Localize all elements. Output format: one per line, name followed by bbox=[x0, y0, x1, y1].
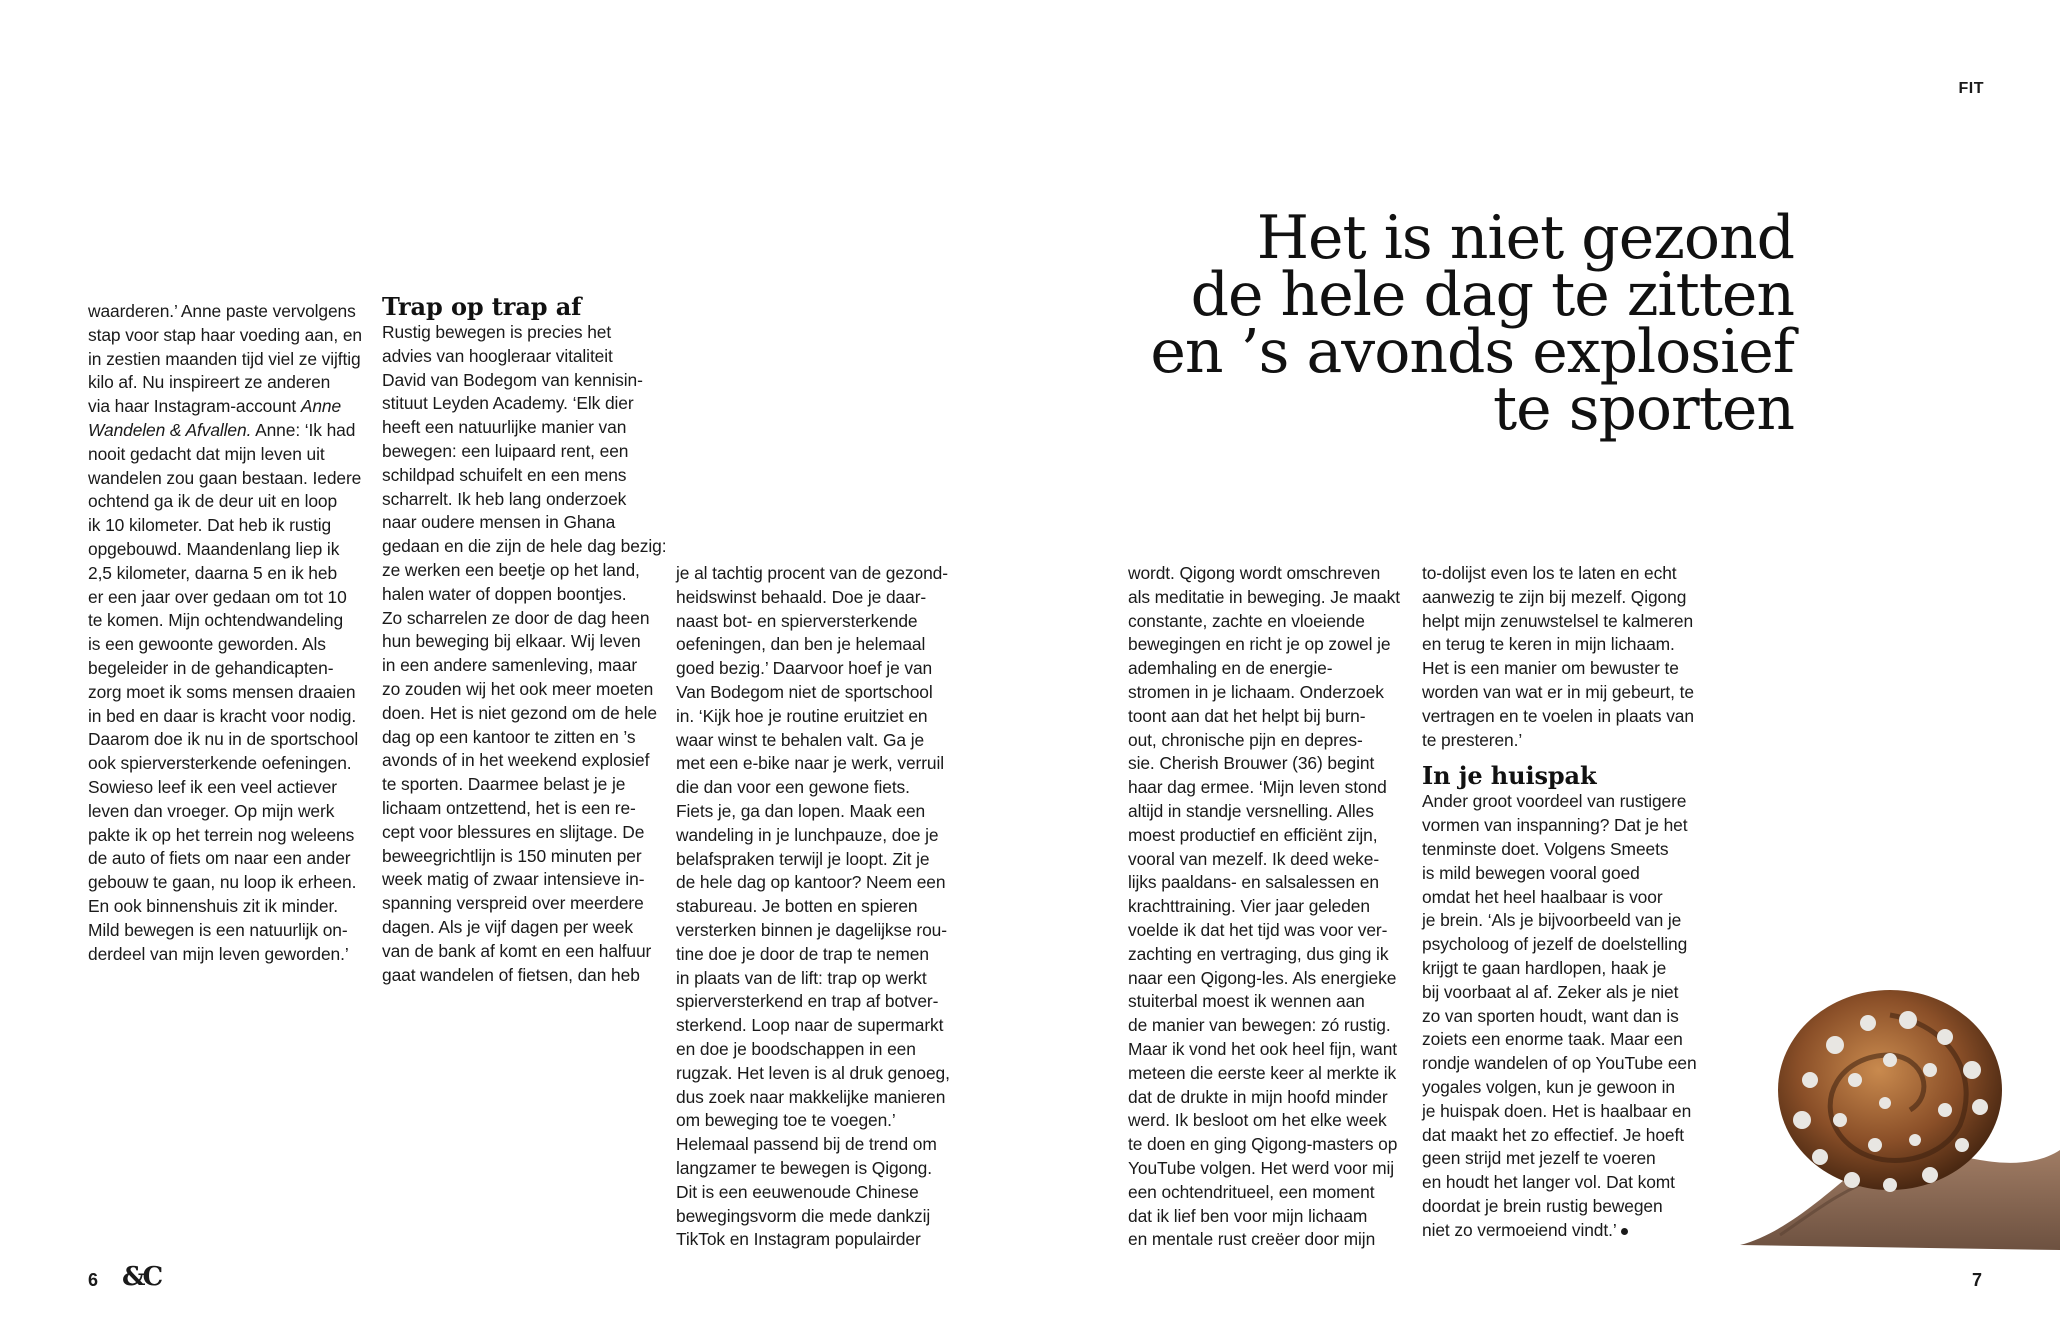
text-line: worden van wat er in mij gebeurt, te bbox=[1422, 681, 1694, 702]
quote-line: te sporten bbox=[1493, 374, 1794, 444]
text-line: heidswinst behaald. Doe je daar- bbox=[676, 586, 927, 607]
text-column-2 bbox=[382, 292, 667, 987]
text-line: in zestien maanden tijd viel ze vijftig bbox=[88, 348, 361, 369]
text-line: die dan voor een gewone fiets. bbox=[676, 777, 910, 798]
text-line: toont aan dat het helpt bij burn- bbox=[1128, 705, 1366, 726]
text-line: te sporten. Daarmee belast je je bbox=[382, 774, 626, 795]
text-line: bewegingen en richt je op zowel je bbox=[1128, 634, 1391, 655]
text-line: pakte ik op het terrein nog weleens bbox=[88, 824, 355, 845]
text-line: bewegen: een luipaard rent, een bbox=[382, 440, 629, 461]
text-line: de manier van bewegen: zó rustig. bbox=[1128, 1015, 1391, 1036]
text-line: te komen. Mijn ochtendwandeling bbox=[88, 610, 344, 631]
text-line: bij voorbaat al af. Zeker als je niet bbox=[1422, 981, 1679, 1002]
text-line: Sowieso leef ik een veel actiever bbox=[88, 776, 338, 797]
page-number-right: 7 bbox=[1971, 1270, 1982, 1290]
text-line: Rustig bewegen is precies het bbox=[382, 322, 612, 342]
text-column-5 bbox=[1422, 562, 1697, 1243]
text-line: in een andere samenleving, maar bbox=[382, 655, 638, 676]
text-column-1 bbox=[88, 300, 360, 966]
text-line: YouTube volgen. Het werd voor mij bbox=[1128, 1157, 1395, 1178]
text-line: constante, zachte en vloeiende bbox=[1128, 610, 1365, 631]
text-line: geen strijd met jezelf te voeren bbox=[1422, 1148, 1656, 1169]
text-line: derdeel van mijn leven geworden.’ bbox=[88, 943, 349, 964]
text-line: in plaats van de lift: trap op werkt bbox=[676, 967, 927, 988]
quote-line: en ’s avonds explosief bbox=[1150, 317, 1794, 387]
page-number-left: 6 bbox=[88, 1270, 99, 1290]
text-line: nooit gedacht dat mijn leven uit bbox=[88, 443, 325, 464]
text-line: scharrelt. Ik heb lang onderzoek bbox=[382, 488, 627, 509]
text-line: om beweging toe te voegen.’ bbox=[676, 1110, 896, 1131]
text-line: ik 10 kilometer. Dat heb ik rustig bbox=[88, 515, 332, 536]
text-line: en doe je boodschappen in een bbox=[676, 1038, 916, 1059]
text-line: en houdt het langer vol. Dat komt bbox=[1422, 1172, 1675, 1193]
text-line: Fiets je, ga dan lopen. Maak een bbox=[676, 800, 926, 821]
text-line: to-dolijst even los te laten en echt bbox=[1422, 563, 1677, 583]
text-line: Helemaal passend bij de trend om bbox=[676, 1134, 937, 1155]
text-line: krachttraining. Vier jaar geleden bbox=[1128, 896, 1370, 917]
text-line: lichaam ontzettend, het is een re- bbox=[382, 797, 636, 818]
text-line: je huispak doen. Het is haalbaar en bbox=[1422, 1100, 1692, 1121]
text-line: oefeningen, dan ben je helemaal bbox=[676, 634, 926, 655]
section-heading: In je huispak bbox=[1422, 761, 1597, 791]
text-line: halen water of doppen boontjes. bbox=[382, 583, 627, 604]
section-heading: Trap op trap af bbox=[382, 292, 582, 321]
text-line: dat ik lief ben voor mijn lichaam bbox=[1128, 1205, 1368, 1226]
text-line: ook spierversterkende oefeningen. bbox=[88, 753, 352, 774]
text-line: zorg moet ik soms mensen draaien bbox=[88, 681, 356, 702]
text-line: een ochtendritueel, een moment bbox=[1128, 1181, 1375, 1202]
text-line: gaat wandelen of fietsen, dan heb bbox=[382, 964, 640, 985]
text-line: wandelen zou gaan bestaan. Iedere bbox=[88, 467, 362, 488]
text-line: doen. Het is niet gezond om de hele bbox=[382, 702, 657, 723]
text-line: waar winst te behalen valt. Ga je bbox=[676, 729, 925, 750]
text-line: stuiterbal moest ik wennen aan bbox=[1128, 991, 1365, 1012]
text-line: werd. Ik besloot om het elke week bbox=[1128, 1110, 1387, 1131]
text-line: van de bank af komt en een halfuur bbox=[382, 940, 652, 961]
text-line: naast bot- en spierversterkende bbox=[676, 610, 918, 631]
text-line: stap voor stap haar voeding aan, en bbox=[88, 324, 362, 345]
pull-quote bbox=[1150, 203, 1794, 444]
text-line: rugzak. Het leven is al druk genoeg, bbox=[676, 1062, 950, 1083]
text-line: gedaan en die zijn de hele dag bezig: bbox=[382, 536, 667, 557]
text-line: zachting en vertraging, dus ging ik bbox=[1128, 943, 1389, 964]
text-line: Ander groot voordeel van rustigere bbox=[1422, 791, 1687, 812]
text-line: zoiets een enorme taak. Maar een bbox=[1422, 1029, 1683, 1050]
text-line: moest productief en efficiënt zijn, bbox=[1128, 824, 1378, 845]
text-line: David van Bodegom van kennisin- bbox=[382, 369, 643, 390]
text-line: vertragen en te voelen in plaats van bbox=[1422, 705, 1694, 726]
text-line: en terug te keren in mijn lichaam. bbox=[1422, 634, 1675, 655]
text-line: vormen van inspanning? Dat je het bbox=[1422, 815, 1688, 836]
text-line: versterken binnen je dagelijkse rou- bbox=[676, 919, 947, 940]
text-line: spanning verspreid over meerdere bbox=[382, 893, 644, 914]
text-line: de auto of fiets om naar een ander bbox=[88, 848, 351, 869]
quote-line: Het is niet gezond bbox=[1256, 203, 1794, 273]
text-line: Van Bodegom niet de sportschool bbox=[676, 681, 933, 702]
text-line: krijgt te gaan hardlopen, haak je bbox=[1422, 957, 1667, 978]
text-line: yogales volgen, kun je gewoon in bbox=[1422, 1076, 1676, 1097]
text-line: dag op een kantoor te zitten en ’s bbox=[382, 726, 636, 747]
text-line: Maar ik vond het ook heel fijn, want bbox=[1128, 1038, 1398, 1059]
text-line: zo van sporten houdt, want dan is bbox=[1422, 1005, 1679, 1026]
text-line: opgebouwd. Maandenlang liep ik bbox=[88, 538, 340, 559]
text-line: hun beweging bij elkaar. Wij leven bbox=[382, 631, 641, 652]
text-line: stituut Leyden Academy. ‘Elk dier bbox=[382, 393, 634, 414]
text-line: ze werken een beetje op het land, bbox=[382, 559, 640, 580]
text-line: waarderen.’ Anne paste vervolgens bbox=[88, 301, 356, 321]
text-line: 2,5 kilometer, daarna 5 en ik heb bbox=[88, 562, 338, 583]
text-line: tine doe je door de trap te nemen bbox=[676, 943, 929, 964]
text-line: cept voor blessures en slijtage. De bbox=[382, 821, 645, 842]
text-line: haar dag ermee. ‘Mijn leven stond bbox=[1128, 777, 1387, 798]
text-line: niet zo vermoeiend vindt.’ bbox=[1422, 1219, 1694, 1243]
text-line: altijd in standje versnelling. Alles bbox=[1128, 800, 1374, 821]
text-line: dat de drukte in mijn hoofd minder bbox=[1128, 1086, 1388, 1107]
text-line: er een jaar over gedaan om tot 10 bbox=[88, 586, 347, 607]
text-line: stabureau. Je botten en spieren bbox=[676, 896, 918, 917]
text-line: advies van hoogleraar vitaliteit bbox=[382, 345, 613, 366]
text-line: Dit is een eeuwenoude Chinese bbox=[676, 1181, 919, 1202]
text-line: als meditatie in beweging. Je maakt bbox=[1128, 586, 1400, 607]
text-line: TikTok en Instagram populairder bbox=[676, 1229, 921, 1250]
text-line: goed bezig.’ Daarvoor hoef je van bbox=[676, 658, 933, 679]
text-line: je brein. ‘Als je bijvoorbeeld van je bbox=[1422, 910, 1682, 931]
text-line: heeft een natuurlijke manier van bbox=[382, 417, 627, 438]
text-line: stromen in je lichaam. Onderzoek bbox=[1128, 681, 1384, 702]
text-line: Het is een manier om bewuster te bbox=[1422, 658, 1679, 679]
text-line: ochtend ga ik de deur uit en loop bbox=[88, 491, 338, 512]
text-line: je al tachtig procent van de gezond- bbox=[676, 563, 948, 583]
magazine-logo: &C bbox=[122, 1262, 161, 1292]
text-line: via haar Instagram-account Anne bbox=[88, 396, 342, 417]
text-line: te presteren.’ bbox=[1422, 729, 1523, 750]
text-line: tenminste doet. Volgens Smeets bbox=[1422, 838, 1669, 859]
text-column-3 bbox=[676, 562, 948, 1252]
text-line: langzamer te bewegen is Qigong. bbox=[676, 1157, 932, 1178]
text-line: naar een Qigong-les. Als energieke bbox=[1128, 967, 1397, 988]
text-line: in bed en daar is kracht voor nodig. bbox=[88, 705, 357, 726]
text-line: wandeling in je lunchpauze, doe je bbox=[676, 824, 939, 845]
text-line: meteen die eerste keer al merkte ik bbox=[1128, 1062, 1397, 1083]
text-line: schildpad schuifelt en een mens bbox=[382, 464, 627, 485]
text-line: met een e-bike naar je werk, verruil bbox=[676, 753, 945, 774]
text-line: dus zoek naar makkelijke manieren bbox=[676, 1086, 946, 1107]
text-line: spierversterkend en trap af botver- bbox=[676, 991, 939, 1012]
text-line: sie. Cherish Brouwer (36) begint bbox=[1128, 753, 1375, 774]
text-line: lijks paaldans- en salsalessen en bbox=[1128, 872, 1379, 893]
snail-image bbox=[1740, 985, 2060, 1250]
text-line: kilo af. Nu inspireert ze anderen bbox=[88, 372, 331, 393]
text-line: rondje wandelen of op YouTube een bbox=[1422, 1053, 1697, 1074]
text-line: helpt mijn zenuwstelsel te kalmeren bbox=[1422, 610, 1694, 631]
text-line: voelde ik dat het tijd was voor ver- bbox=[1128, 919, 1388, 940]
text-line: leven dan vroeger. Op mijn werk bbox=[88, 800, 335, 821]
text-line: sterkend. Loop naar de supermarkt bbox=[676, 1015, 944, 1036]
text-line: psycholoog of jezelf de doelstelling bbox=[1422, 934, 1688, 955]
text-line: Mild bewegen is een natuurlijk on- bbox=[88, 919, 348, 940]
text-line: doordat je brein rustig bewegen bbox=[1422, 1195, 1663, 1216]
text-line: Zo scharrelen ze door de dag heen bbox=[382, 607, 650, 628]
text-line: omdat het heel haalbaar is voor bbox=[1422, 886, 1663, 907]
text-column-4 bbox=[1128, 562, 1400, 1252]
text-line: te doen en ging Qigong-masters op bbox=[1128, 1134, 1398, 1155]
text-line: in. ‘Kijk hoe je routine eruitziet en bbox=[676, 705, 928, 726]
text-line: naar oudere mensen in Ghana bbox=[382, 512, 616, 533]
text-line: belafspraken terwijl je loopt. Zit je bbox=[676, 848, 930, 869]
text-line: wordt. Qigong wordt omschreven bbox=[1128, 563, 1381, 583]
text-line: is mild bewegen vooral goed bbox=[1422, 862, 1640, 883]
text-line: beweegrichtlijn is 150 minuten per bbox=[382, 845, 642, 866]
text-line: dat maakt het zo effectief. Je hoeft bbox=[1422, 1124, 1684, 1145]
text-line: Wandelen & Afvallen. Anne: ‘Ik had bbox=[88, 419, 356, 440]
text-line: week matig of zwaar intensieve in- bbox=[382, 869, 645, 890]
text-line: Daarom doe ik nu in de sportschool bbox=[88, 729, 359, 750]
section-label: FIT bbox=[1958, 80, 1984, 97]
text-line: En ook binnenshuis zit ik minder. bbox=[88, 895, 338, 916]
text-line: bewegingsvorm die mede dankzij bbox=[676, 1205, 931, 1226]
text-line: ademhaling en de energie- bbox=[1128, 658, 1333, 679]
text-line: vooral van mezelf. Ik deed weke- bbox=[1128, 848, 1380, 869]
text-line: de hele dag op kantoor? Neem een bbox=[676, 872, 946, 893]
end-mark bbox=[1621, 1228, 1628, 1235]
text-line: aanwezig te zijn bij mezelf. Qigong bbox=[1422, 586, 1687, 607]
text-line: en mentale rust creëer door mijn bbox=[1128, 1229, 1376, 1250]
text-line: is een gewoonte geworden. Als bbox=[88, 634, 326, 655]
text-line: begeleider in de gehandicapten- bbox=[88, 657, 334, 678]
text-line: avonds of in het weekend explosief bbox=[382, 750, 650, 771]
text-line: out, chronische pijn en depres- bbox=[1128, 729, 1363, 750]
text-line: dagen. Als je vijf dagen per week bbox=[382, 916, 633, 937]
text-line: zo zouden wij het ook meer moeten bbox=[382, 678, 654, 699]
quote-line: de hele dag te zitten bbox=[1190, 260, 1794, 330]
text-line: gebouw te gaan, nu loop ik erheen. bbox=[88, 872, 357, 893]
